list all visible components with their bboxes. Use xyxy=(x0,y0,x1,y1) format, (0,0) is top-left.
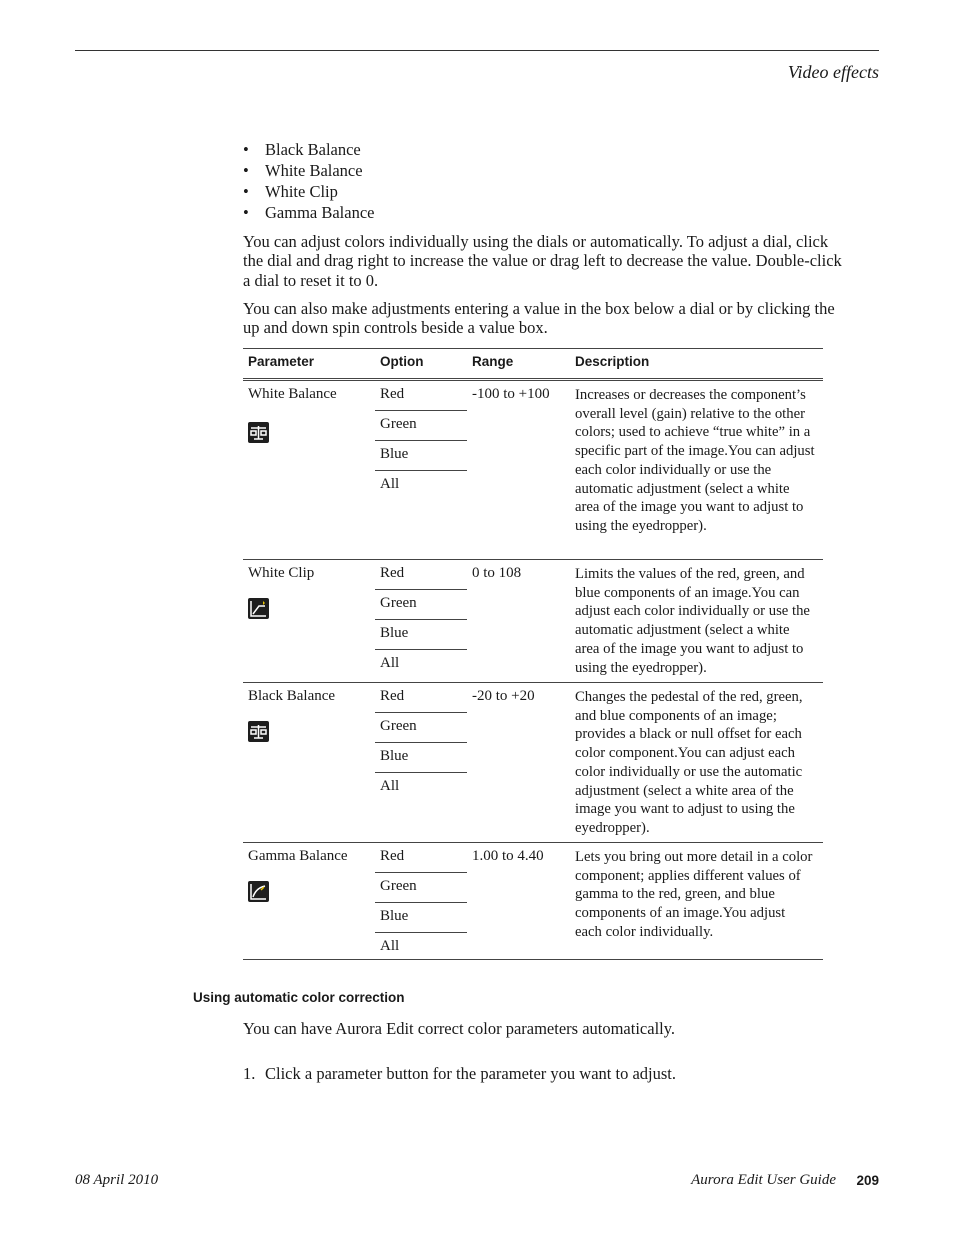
option-red: Red xyxy=(375,381,467,411)
list-item-text: White Clip xyxy=(265,182,338,201)
parameter-name: White Clip xyxy=(248,565,315,581)
table-row xyxy=(243,560,823,683)
step-item xyxy=(243,1064,676,1084)
header-option: Option xyxy=(380,354,424,369)
table-header xyxy=(243,348,823,381)
option-green: Green xyxy=(375,713,467,743)
header-rule xyxy=(75,50,879,51)
body-paragraph: You can also make adjustments entering a value in the box below a dial or by clicking the up and down spin controls beside a value box. xyxy=(243,299,835,338)
option-green: Green xyxy=(375,873,467,903)
section-title: Video effects xyxy=(787,62,879,82)
parameter-name: Gamma Balance xyxy=(248,848,348,864)
parameter-name: White Balance xyxy=(248,386,337,402)
header-parameter: Parameter xyxy=(248,354,315,369)
range-value: -20 to +20 xyxy=(472,688,535,704)
table-row xyxy=(243,843,823,960)
option-blue: Blue xyxy=(375,620,467,650)
clip-curve-icon xyxy=(248,598,269,619)
body-paragraph: You can have Aurora Edit correct color parameters automatically. xyxy=(243,1019,676,1038)
table-row xyxy=(243,381,823,560)
table-row xyxy=(243,683,823,843)
option-all: All xyxy=(380,778,400,794)
list-item xyxy=(243,203,375,224)
parameter-table xyxy=(243,348,823,960)
option-all: All xyxy=(380,655,400,671)
option-red: Red xyxy=(375,560,467,590)
bullet-list xyxy=(243,140,375,224)
balance-scale-icon xyxy=(248,721,269,742)
footer-date: 08 April 2010 xyxy=(75,1172,159,1188)
list-item xyxy=(243,140,375,161)
list-item-text: White Balance xyxy=(265,161,363,180)
section-heading: Using automatic color correction xyxy=(193,990,405,1005)
list-item-text: Black Balance xyxy=(265,140,361,159)
option-all: All xyxy=(380,938,400,954)
bullet-glyph: • xyxy=(243,161,249,180)
header-description: Description xyxy=(575,354,650,369)
option-all: All xyxy=(380,476,400,492)
parameter-description: Lets you bring out more detail in a color component; applies different values of gamma to the red, green, and blue components of an image.You adjust each color individually. xyxy=(575,849,813,940)
list-item-text: Gamma Balance xyxy=(265,203,375,222)
list-item xyxy=(243,182,375,203)
option-green: Green xyxy=(375,411,467,441)
parameter-name: Black Balance xyxy=(248,688,336,704)
option-blue: Blue xyxy=(375,903,467,933)
option-list xyxy=(375,683,467,802)
option-green: Green xyxy=(375,590,467,620)
option-list xyxy=(375,843,467,962)
range-value: -100 to +100 xyxy=(472,386,550,402)
balance-scale-icon xyxy=(248,422,269,443)
bullet-glyph: • xyxy=(243,140,249,159)
step-text: Click a parameter button for the parameter you want to adjust. xyxy=(265,1064,676,1083)
body-paragraph: You can adjust colors individually using the dials or automatically. To adjust a dial, click the dial and drag right to increase the value or drag left to decrease the value. Double-click a dial to reset it to 0. xyxy=(243,232,842,290)
range-value: 0 to 108 xyxy=(472,565,522,581)
option-list xyxy=(375,560,467,679)
footer-guide-title: Aurora Edit User Guide xyxy=(691,1172,836,1188)
option-list xyxy=(375,381,467,500)
page-number: 209 xyxy=(856,1173,879,1188)
range-value: 1.00 to 4.40 xyxy=(472,848,544,864)
parameter-description: Increases or decreases the component’s overall level (gain) relative to the other colors; used to achieve “true white” in a specific part of the image.You can adjust each color individually or use the automatic adjustment (select a white area of the image you want to adjust to using the eyedropper). xyxy=(575,387,815,534)
list-item xyxy=(243,161,375,182)
option-blue: Blue xyxy=(375,441,467,471)
header-range: Range xyxy=(472,354,514,369)
bullet-glyph: • xyxy=(243,203,249,222)
option-red: Red xyxy=(375,683,467,713)
option-red: Red xyxy=(375,843,467,873)
gamma-curve-icon xyxy=(248,881,269,902)
option-blue: Blue xyxy=(375,743,467,773)
step-number: 1. xyxy=(243,1064,256,1083)
parameter-description: Changes the pedestal of the red, green, and blue components of an image; provides a black or null offset for each color component.You can adjust each color individually or use the automatic adjustment (select a white area of the image you want to adjust to using the eyedropper). xyxy=(575,689,803,836)
parameter-description: Limits the values of the red, green, and blue components of an image.You can adjust each color individually or use the automatic adjustment (select a white area of the image you want to adjust to using the eyedropper). xyxy=(575,566,810,676)
bullet-glyph: • xyxy=(243,182,249,201)
